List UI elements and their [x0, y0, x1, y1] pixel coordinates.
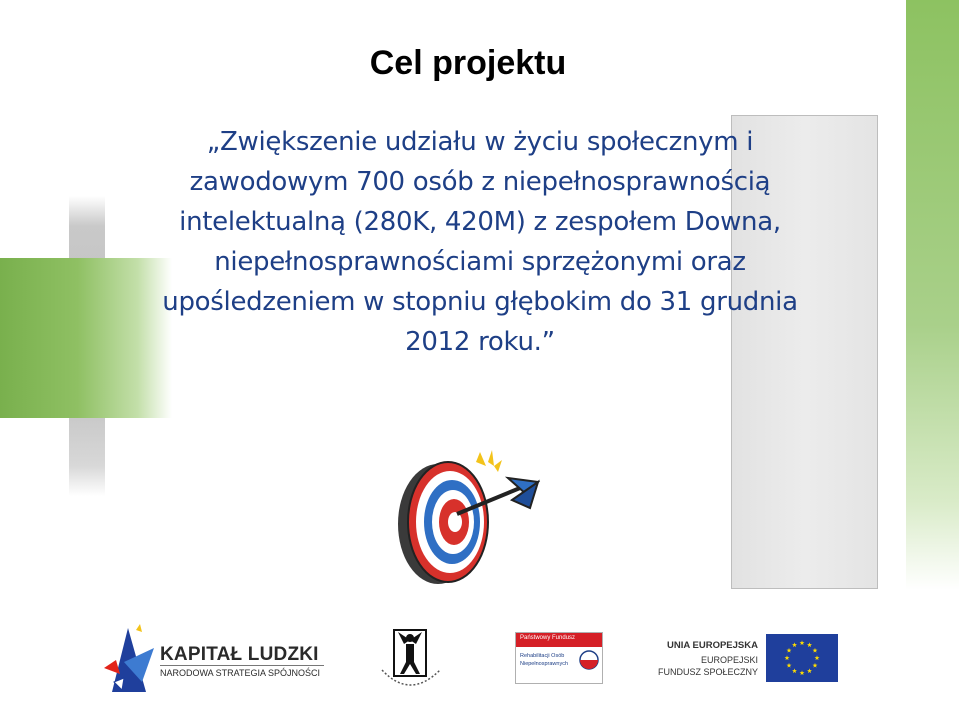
kapital-ludzki-subtitle: NARODOWA STRATEGIA SPÓJNOŚCI [160, 668, 321, 678]
decorative-green-bar-right [906, 0, 959, 590]
pfron-line3: Niepełnosprawnych [520, 661, 568, 667]
pfron-logo [515, 632, 603, 684]
kapital-ludzki-divider [160, 665, 324, 666]
pfron-line2: Rehabilitacji Osób [520, 653, 565, 659]
pfron-header [516, 633, 602, 647]
project-goal-text: „Zwiększenie udziału w życiu społecznym i zawodowym 700 osób z niepełnosprawnością intelektualną (280K, 420M) z zespołem Downa, niepełnosprawnościami sprzężonymi oraz upośledzeniem w stopniu głębokim do 31 grudnia 2012 roku.” [162, 127, 798, 357]
eu-line2: EUROPEJSKI [700, 655, 758, 665]
pfron-line1: Państwowy Fundusz [520, 635, 576, 641]
eu-flag-icon [766, 634, 838, 682]
kapital-ludzki-logo [102, 622, 332, 696]
raised-hands-figure-icon [374, 626, 448, 700]
dartboard-target-with-arrow-icon [380, 442, 560, 592]
eu-line1: UNIA EUROPEJSKA [667, 640, 758, 651]
slide-title: Cel projektu [369, 44, 567, 82]
pfron-circle-icon [579, 650, 599, 670]
kapital-ludzki-title: KAPITAŁ LUDZKI [160, 644, 319, 665]
kapital-ludzki-emblem-icon [102, 622, 156, 696]
eu-line3: FUNDUSZ SPOŁECZNY [657, 667, 758, 677]
eu-social-fund-logo [658, 634, 838, 686]
